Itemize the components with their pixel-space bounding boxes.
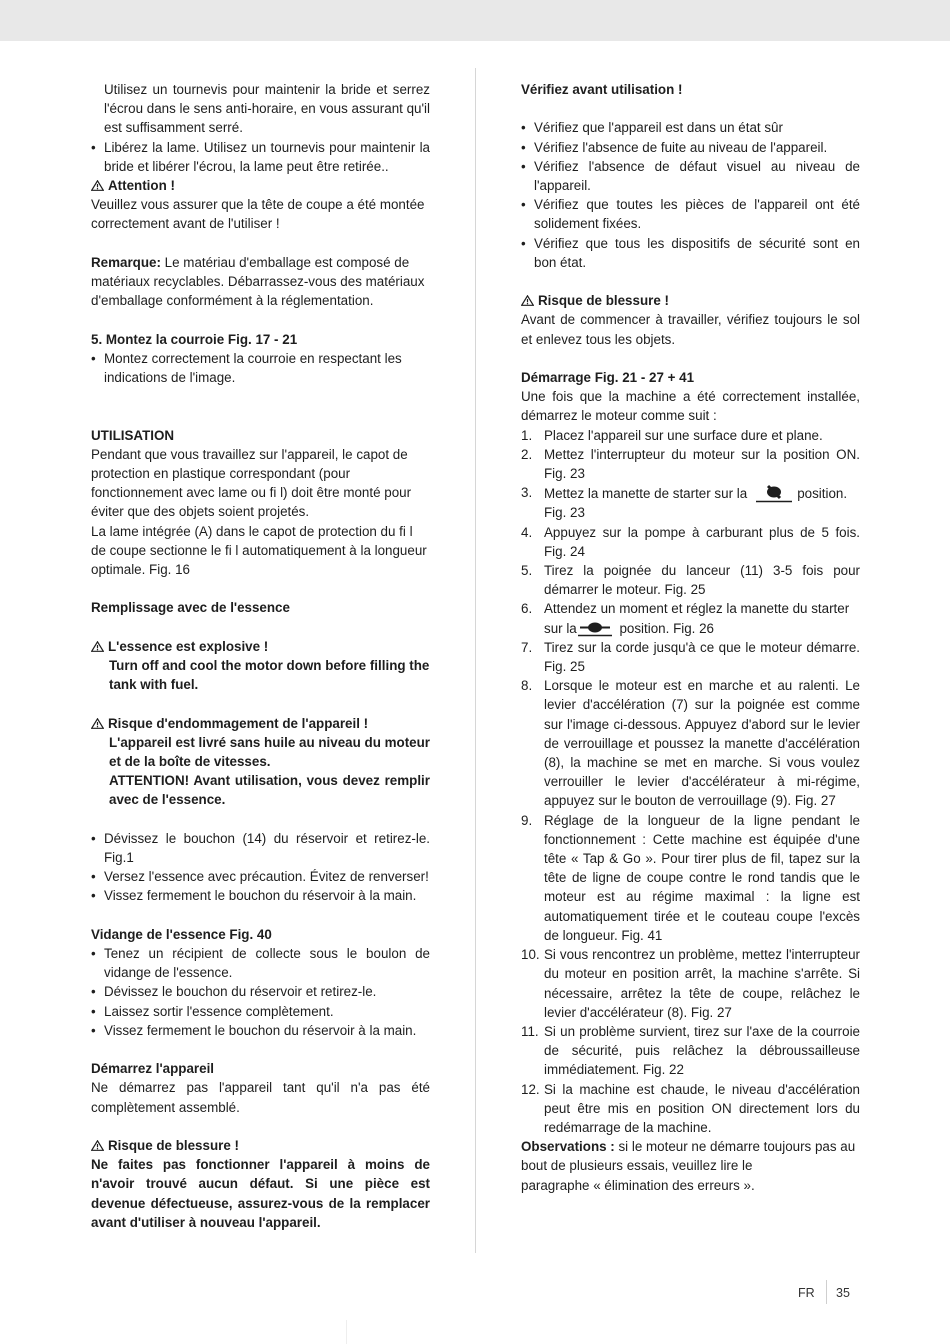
list-item: • Vérifiez que tous les dispositifs de sécurité sont en bon état.	[521, 235, 860, 270]
list-item: • Vérifiez que toutes les pièces de l'appareil ont été solidement fixées.	[521, 197, 860, 232]
list-item: • Dévissez le bouchon du réservoir et retirez-le.	[91, 982, 430, 1001]
page-number: 35	[836, 1286, 850, 1300]
warning-text: Turn off and cool the motor down before filling the tank with fuel.	[109, 658, 430, 693]
list-item: 7. Tirez sur la corde jusqu'à ce que le moteur démarre. Fig. 25	[521, 639, 860, 675]
list-item: 2. Mettez l'interrupteur du moteur sur la position ON. Fig. 23	[521, 446, 860, 482]
paragraph: Veuillez vous assurer que la tête de coupe a été montée correctement avant de l'utiliser !	[91, 197, 425, 232]
list-item: 12. Si la machine est chaude, le niveau d'accélération peut être mis en position ON directement lors du redémarrage de la machine.	[521, 1081, 860, 1135]
bullet-icon: •	[521, 235, 526, 251]
section-heading: Démarrage Fig. 21 - 27 + 41	[521, 370, 695, 385]
section-heading: Démarrez l'appareil	[91, 1061, 215, 1077]
list-item: 4. Appuyez sur la pompe à carburant plus de 5 fois. Fig. 24	[521, 524, 860, 559]
list-item: • Libérez la lame. Utilisez un tournevis pour maintenir la bride et libérer l'écrou, la lame peut être retirée..	[91, 139, 430, 174]
list-item: 8. Lorsque le moteur est en marche et au ralenti. Le levier d'accélération (7) sur la poignée est comme sur l'image ci-dessous. Appuyez d'abord sur le levier de verrouillage et poussez la manette d'accélération (8), la machine se met en marche. Si vous voulez verrouiller le levier d'accélérateur à mi-régime, appuyez sur le bouton de verrouillage (9). Fig. 27	[521, 678, 860, 809]
section-heading: Remplissage avec de l'essence	[91, 600, 290, 616]
list-item: • Vérifiez l'absence de fuite au niveau de l'appareil.	[521, 138, 860, 157]
list-item: • Dévissez le bouchon (14) du réservoir et retirez-le. Fig.1	[91, 830, 430, 866]
bullet-icon: •	[521, 158, 526, 174]
list-item: 11. Si un problème survient, tirez sur l'axe de la courroie de sécurité, puis relâchez la débroussailleuse immédiatement. Fig. 22	[521, 1023, 860, 1078]
remarque-paragraph: Remarque: Le matériau d'emballage est composé de matériaux recyclables. Débarrassez-vous des matériaux d'emballage conformément à la réglementation.	[91, 254, 425, 309]
list-item: • Vissez fermement le bouchon du réservoir à la main.	[91, 1021, 430, 1040]
warning-text: L'appareil est livré sans huile au niveau du moteur et de la boîte de vitesses.	[109, 734, 430, 770]
attention-heading: Attention !	[91, 176, 430, 195]
bullet-icon: •	[521, 120, 526, 136]
section-heading: 5. Montez la courroie Fig. 17 - 21	[91, 331, 298, 347]
warning-text: Ne faites pas fonctionner l'appareil à moins de n'avoir trouvé aucun défaut. Si une pièce est devenue défectueuse, assurez-vous de la remplacer avant d'utiliser à nouveau l'appareil.	[91, 1157, 430, 1230]
list-item: 6. Attendez un moment et réglez la manette du starter sur la position. Fig. 26	[521, 601, 850, 636]
footer-separator	[826, 1280, 827, 1304]
margin-mark	[346, 1320, 347, 1344]
warning-heading: Risque de blessure !	[521, 291, 860, 310]
warning-icon	[91, 641, 104, 652]
list-item: • Versez l'essence avec précaution. Évitez de renverser!	[91, 867, 430, 886]
list-item: • Vérifiez que l'appareil est dans un état sûr	[521, 118, 860, 137]
choke-open-icon	[577, 619, 613, 637]
warning-icon	[91, 718, 104, 729]
list-item: • Tenez un récipient de collecte sous le boulon de vidange de l'essence.	[91, 946, 430, 981]
list-item: • Laissez sortir l'essence complètement.	[91, 1002, 430, 1021]
paragraph: Avant de commencer à travailler, vérifiez toujours le sol et enlevez tous les objets.	[521, 312, 860, 347]
bullet-icon: •	[91, 888, 96, 904]
left-column	[91, 80, 430, 1232]
paragraph: Ne démarrez pas l'appareil tant qu'il n'a pas été complètement assemblé.	[91, 1080, 430, 1115]
bullet-icon: •	[521, 197, 526, 213]
bullet-icon: •	[91, 946, 96, 962]
bullet-icon: •	[91, 984, 96, 1000]
list-item: 5. Tirez la poignée du lanceur (11) 3-5 fois pour démarrer le moteur. Fig. 25	[521, 563, 860, 598]
paragraph: La lame intégrée (A) dans le capot de protection du fi l de coupe sectionne le fi l automatiquement à la longueur optimale. Fig. 16	[91, 523, 427, 578]
choke-closed-icon	[755, 483, 793, 503]
section-heading: Vidange de l'essence Fig. 40	[91, 926, 272, 942]
bullet-icon: •	[91, 1022, 96, 1038]
bullet-icon: •	[91, 350, 96, 366]
warning-heading: Risque de blessure !	[91, 1136, 430, 1155]
bullet-icon: •	[91, 869, 96, 885]
paragraph: Une fois que la machine a été correctement installée, démarrez le moteur comme suit :	[521, 389, 860, 424]
top-bar	[0, 0, 950, 41]
footer-language: FR	[798, 1286, 815, 1300]
bullet-icon: •	[91, 139, 96, 155]
bullet-icon: •	[521, 139, 526, 155]
list-item: 9. Réglage de la longueur de la ligne pendant le fonctionnement : Cette machine est équipée d'une tête « Tap & Go ». Pour tirer plus de fil, tapez sur la tête de ligne de coupe contre le rond tandis que le moteur est au régime maximal : la ligne est automatiquement tirée et le couteau coupe l'excès de longueur. Fig. 41	[521, 812, 860, 943]
warning-heading: Risque d'endommagement de l'appareil !	[91, 714, 430, 733]
bullet-icon: •	[91, 830, 96, 846]
warning-text: ATTENTION! Avant utilisation, vous devez remplir avec de l'essence.	[109, 773, 430, 808]
bullet-icon: •	[91, 1003, 96, 1019]
section-heading: Vérifiez avant utilisation !	[521, 82, 683, 97]
list-item: 1. Placez l'appareil sur une surface dure et plane.	[521, 427, 823, 443]
list-item: • Montez correctement la courroie en respectant les indications de l'image.	[91, 350, 402, 386]
section-heading: UTILISATION	[91, 427, 175, 443]
warning-heading: L'essence est explosive !	[91, 637, 430, 656]
list-item: 10. Si vous rencontrez un problème, mettez l'interrupteur du moteur en position arrêt, la machine s'arrête. Si nécessaire, arrêtez la tête de coupe, relâchez le levier d'accélérateur (8). Fig. 27	[521, 947, 860, 1020]
warning-icon	[91, 180, 104, 191]
right-column	[521, 80, 860, 1195]
warning-icon	[91, 1140, 104, 1151]
observations-paragraph: Observations : si le moteur ne démarre toujours pas au bout de plusieurs essais, veuillez lire le paragraphe « élimination des erreurs ».	[521, 1139, 856, 1193]
warning-icon	[521, 295, 534, 306]
list-item: • Vissez fermement le bouchon du réservoir à la main.	[91, 886, 430, 905]
column-divider	[475, 68, 476, 1253]
paragraph: Utilisez un tournevis pour maintenir la bride et serrez l'écrou dans le sens anti-horaire, en vous assurant qu'il est suffisamment serré.	[104, 82, 430, 136]
list-item: 3. Mettez la manette de starter sur la position. Fig. 23	[521, 485, 848, 521]
paragraph: Pendant que vous travaillez sur l'appareil, le capot de protection en plastique correspondant (pour fonctionnement avec lame ou fi l) doit être monté pour éviter que des objets soient projetés.	[91, 446, 412, 520]
list-item: • Vérifiez l'absence de défaut visuel au niveau de l'appareil.	[521, 158, 860, 193]
